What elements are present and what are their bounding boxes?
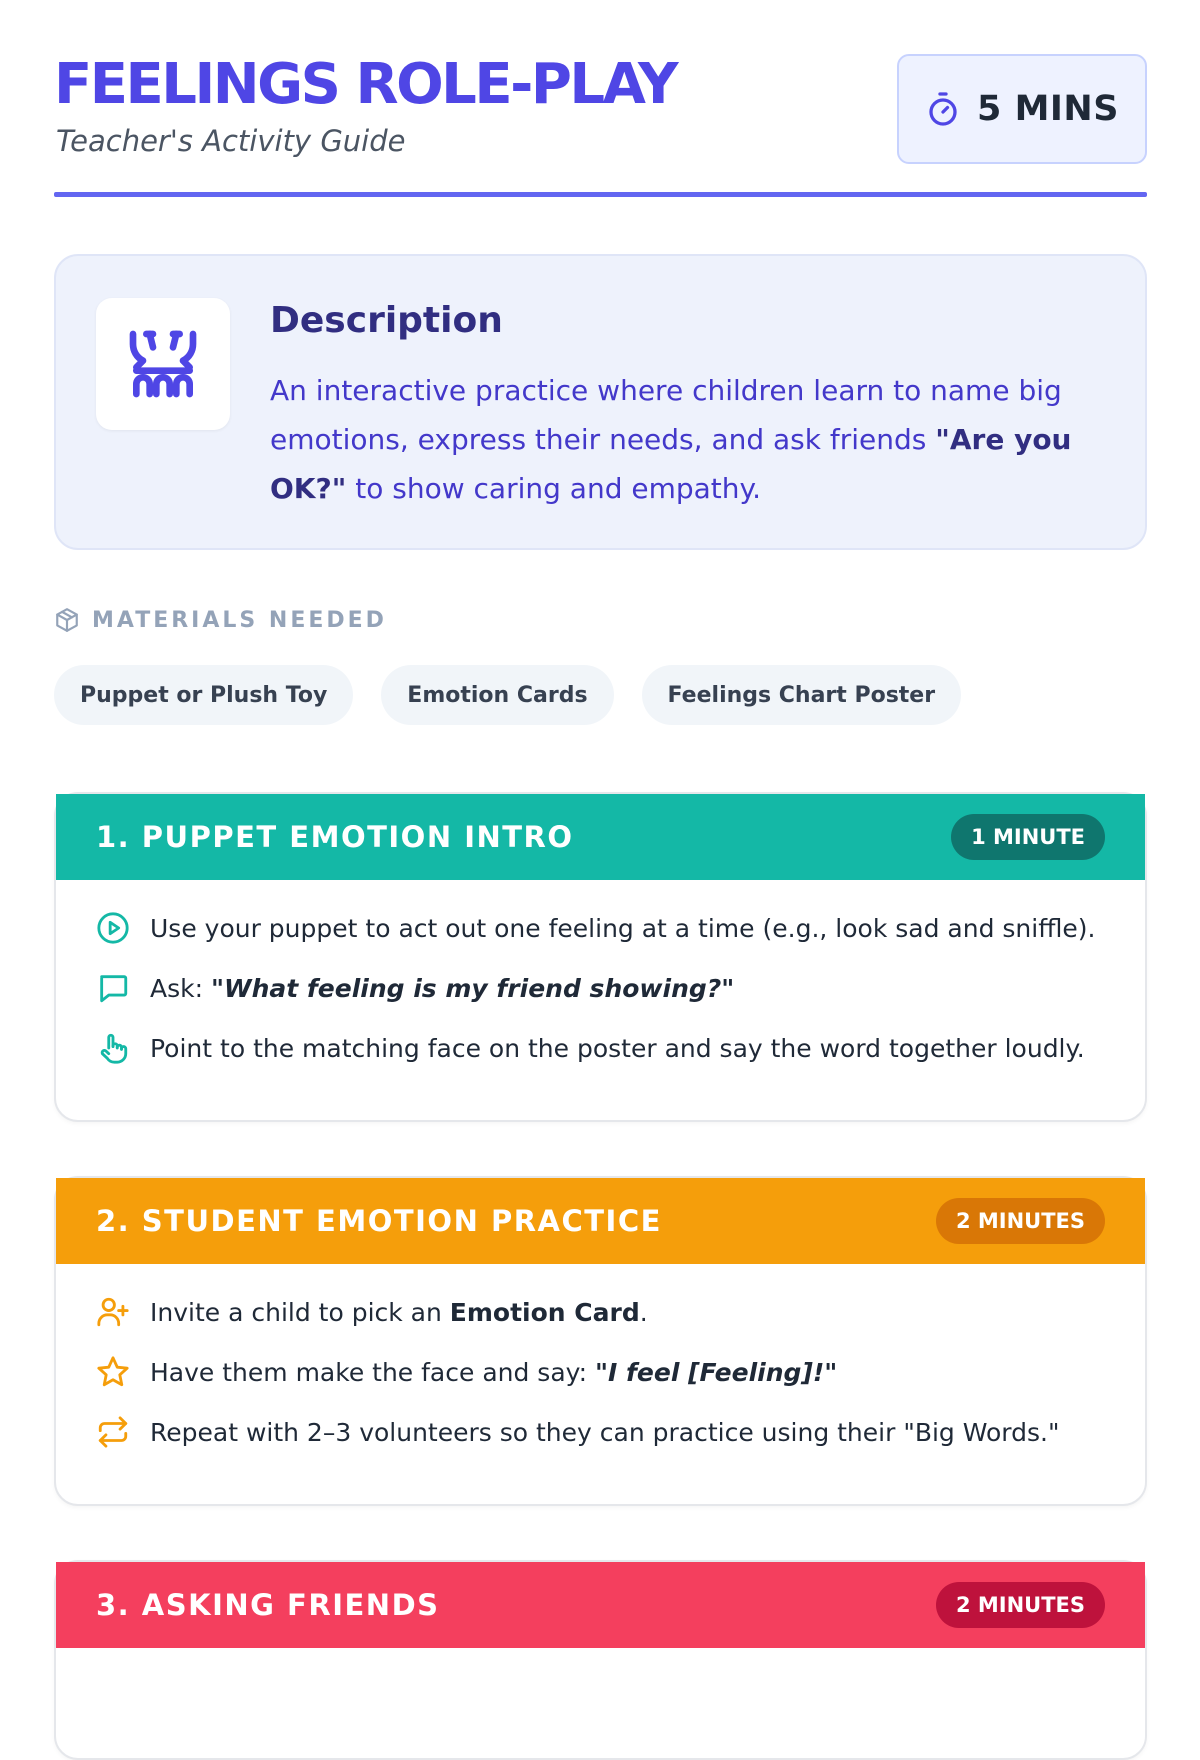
material-chip: Emotion Cards (381, 665, 613, 725)
step-title: 3. ASKING FRIENDS (96, 1588, 440, 1622)
step-item-quote: "I feel [Feeling]!" (595, 1357, 838, 1387)
description-emphasis: "Are you OK?" (270, 423, 1072, 505)
step-item (96, 1282, 1105, 1342)
materials-list (54, 665, 961, 725)
step-header (56, 1178, 1145, 1264)
step-item-text (150, 1298, 648, 1327)
page-header (54, 0, 1147, 200)
step-item-prefix: Ask: (150, 973, 211, 1003)
star-icon (96, 1355, 130, 1389)
header-divider (54, 192, 1147, 197)
repeat-icon (96, 1415, 130, 1449)
step-item (96, 1342, 1105, 1402)
play-circle-icon (96, 911, 130, 945)
step-card-asking-friends (54, 1560, 1147, 1760)
step-item-text (150, 1358, 837, 1387)
step-item-text: Point to the matching face on the poster and say the word together loudly. (150, 1033, 1085, 1063)
step-item-quote: "What feeling is my friend showing?" (210, 973, 735, 1003)
step-card-puppet-intro (54, 792, 1147, 1122)
step-duration-badge: 1 MINUTE (951, 814, 1105, 860)
user-plus-icon (96, 1295, 130, 1329)
step-body (56, 1264, 1145, 1462)
package-icon (54, 607, 80, 633)
description-icon-box (96, 298, 230, 430)
step-item-text: Use your puppet to act out one feeling at a time (e.g., look sad and sniffle). (150, 913, 1096, 943)
stopwatch-icon (925, 91, 961, 127)
activity-guide-page (54, 0, 1147, 1622)
materials-label-text: MATERIALS NEEDED (92, 607, 387, 633)
step-item-bold: Emotion Card (449, 1297, 640, 1327)
step-item (96, 1402, 1105, 1462)
description-text (270, 366, 1100, 513)
description-text-start: An interactive practice where children learn to name big emotions, express their needs, and ask friends (270, 374, 1062, 456)
step-card-student-practice (54, 1176, 1147, 1506)
description-text-end: to show caring and empathy. (346, 472, 761, 505)
step-duration-badge: 2 MINUTES (936, 1582, 1105, 1628)
step-item (96, 958, 1105, 1018)
materials-label (54, 607, 387, 633)
step-item (96, 1018, 1105, 1078)
step-title: 2. STUDENT EMOTION PRACTICE (96, 1204, 662, 1238)
step-duration-badge: 2 MINUTES (936, 1198, 1105, 1244)
step-header (56, 1562, 1145, 1648)
duration-badge (897, 54, 1147, 164)
description-card (54, 254, 1147, 550)
speech-bubble-icon (96, 971, 130, 1005)
material-chip: Feelings Chart Poster (642, 665, 962, 725)
description-heading: Description (270, 300, 503, 341)
step-item (96, 898, 1105, 958)
step-title: 1. PUPPET EMOTION INTRO (96, 820, 574, 854)
step-item-text (150, 974, 734, 1003)
step-item-prefix: Have them make the face and say: (150, 1357, 595, 1387)
step-item-prefix: Invite a child to pick an (150, 1297, 450, 1327)
step-header (56, 794, 1145, 880)
step-body (56, 880, 1145, 1078)
page-title: FEELINGS ROLE-PLAY (54, 52, 677, 117)
step-item-text: Repeat with 2–3 volunteers so they can practice using their "Big Words." (150, 1417, 1060, 1447)
theater-stage-icon (123, 324, 203, 404)
duration-text: 5 MINS (977, 89, 1119, 129)
step-item-suffix: . (639, 1297, 648, 1327)
pointing-hand-icon (96, 1031, 130, 1065)
material-chip: Puppet or Plush Toy (54, 665, 353, 725)
page-subtitle: Teacher's Activity Guide (56, 124, 406, 158)
